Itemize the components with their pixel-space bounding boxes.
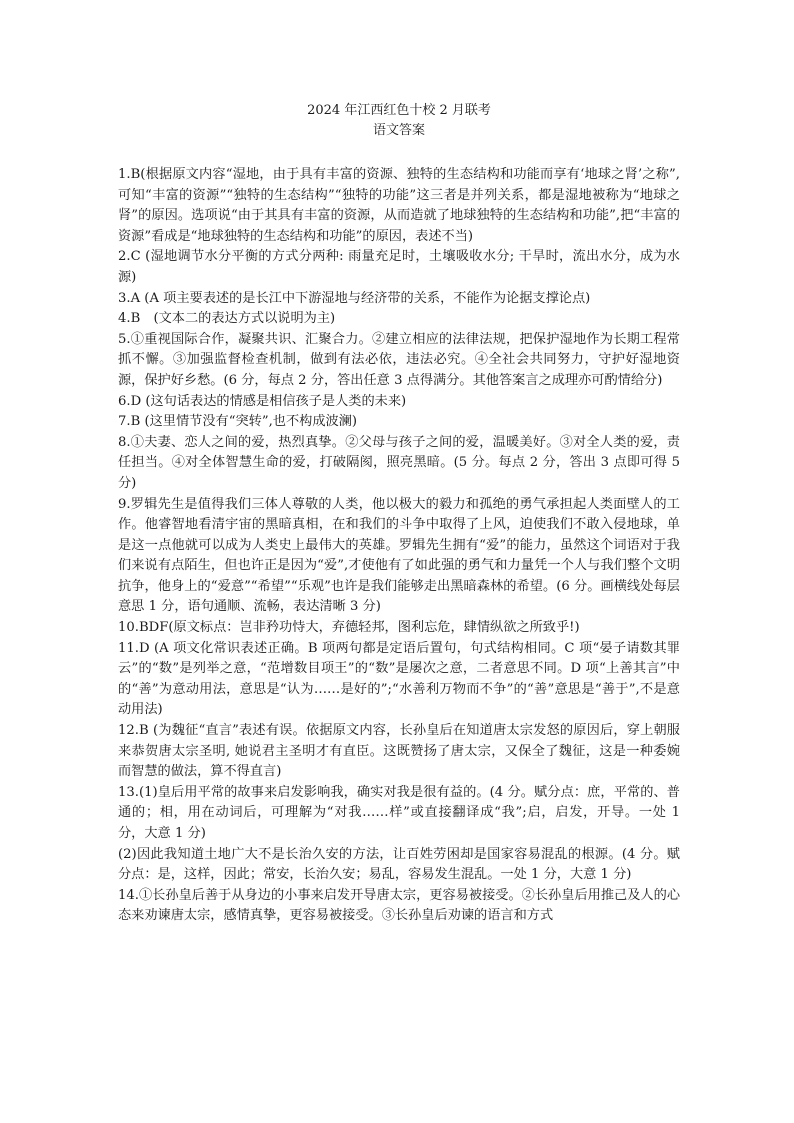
answer-13-part-2: (2)因此我知道土地广大不是长治久安的方法，让百姓劳困却是国家容易混乱的根源。(4 分。赋分点：是，这样，因此；常安，长治久安；易乱，容易发生混乱。一处 1 分，大意 1 分) — [118, 846, 680, 883]
page-title: 2024 年江西红色十校 2 月联考 — [307, 103, 491, 118]
answer-11: 11.D (A 项文化常识表述正确。B 项两句都是定语后置句，句式结构相同。C 项“晏子请数其罪云”的“数”是列举之意，“范增数目项王”的“数”是屡次之意，二者意思不同。D 项“上善其言”中的“善”为意动用法，意思是“认为……是好的”;“水善利万物而不争”的“善”意思是“善于”,不是意动用法) — [118, 640, 680, 718]
answer-2: 2.C (湿地调节水分平衡的方式分两种: 雨量充足时，土壤吸收水分; 干旱时，流出水分，成为水源) — [118, 249, 680, 285]
page-subtitle: 语文答案 — [372, 123, 425, 138]
answer-sheet — [118, 101, 680, 927]
answer-3: 3.A (A 项主要表述的是长江中下游湿地与经济带的关系，不能作为论据支撑论点) — [118, 290, 591, 306]
answer-list — [118, 165, 680, 927]
answer-7: 7.B (这里情节没有“突转”,也不构成波澜) — [118, 414, 358, 430]
answer-14: 14.①长孙皇后善于从身边的小事来启发开导唐太宗，更容易被接受。②长孙皇后用推己及人的心态来劝谏唐太宗，感情真挚，更容易被接受。③长孙皇后劝谏的语言和方式 — [118, 887, 680, 924]
answer-8: 8.①夫妻、恋人之间的爱，热烈真挚。②父母与孩子之间的爱，温暖美好。③对全人类的爱，责任担当。④对全体智慧生命的爱，打破隔阂，照亮黑暗。(5 分。每点 2 分，答出 3 点即可得 5 分) — [118, 434, 680, 491]
answer-6: 6.D (这句话表达的情感是相信孩子是人类的未来) — [118, 393, 407, 409]
answer-9: 9.罗辑先生是值得我们三体人尊敬的人类，他以极大的毅力和孤绝的勇气承担起人类面壁人的工作。他睿智地看清宇宙的黑暗真相，在和我们的斗争中取得了上风，迫使我们不敢入侵地球，单是这一点他就可以成为人类史上最伟大的英雄。罗辑先生拥有“爱”的能力，虽然这个词语对于我们来说有点陌生，但也许正是因为“爱”,才使他有了如此强的勇气和力量凭一个人与我们整个文明抗争，他身上的“爱意”“希望”“乐观”也许是我们能够走出黑暗森林的希望。(6 分。画横线处每层意思 1 分，语句通顺、流畅，表达清晰 3 分) — [118, 496, 680, 615]
answer-1: 1.B(根据原文内容“湿地，由于具有丰富的资源、独特的生态结构和功能而享有‘地球之肾’之称”,可知“丰富的资源”“独特的生态结构”“独特的功能”这三者是并列关系，都是湿地被称为“地球之肾”的原因。选项说“由于其具有丰富的资源，从而造就了地球独特的生态结构和功能”,把“丰富的资源”看成是“地球独特的生态结构和功能”的原因，表述不当) — [118, 167, 680, 244]
answer-5: 5.①重视国际合作，凝聚共识、汇聚合力。②建立相应的法律法规，把保护湿地作为长期工程常抓不懈。③加强监督检查机制，做到有法必依，违法必究。④全社会共同努力，守护好湿地资源，保护好乡愁。(6 分，每点 2 分，答出任意 3 点得满分。其他答案言之成理亦可酌情给分) — [118, 331, 680, 388]
answer-12: 12.B (为魏征“直言”表述有误。依据原文内容，长孙皇后在知道唐太宗发怒的原因后，穿上朝服来恭贺唐太宗圣明, 她说君主圣明才有直臣。这既赞扬了唐太宗，又保全了魏征，这是一种委婉而智慧的做法，算不得直言) — [118, 723, 680, 780]
answer-13-part-1: 13.(1)皇后用平常的故事来启发影响我，确实对我是很有益的。(4 分。赋分点：庶，平常的、普通的；相，用在动词后，可理解为“对我……样”或直接翻译成“我”;启，启发，开导。一处 1 分，大意 1 分) — [118, 784, 680, 841]
answer-10: 10.BDF(原文标点：岂非矜功恃大，弃德轻邦，图利忘危，肆情纵欲之所致乎!) — [118, 620, 580, 636]
answer-4: 4.B (文本二的表达方式以说明为主) — [118, 311, 336, 327]
